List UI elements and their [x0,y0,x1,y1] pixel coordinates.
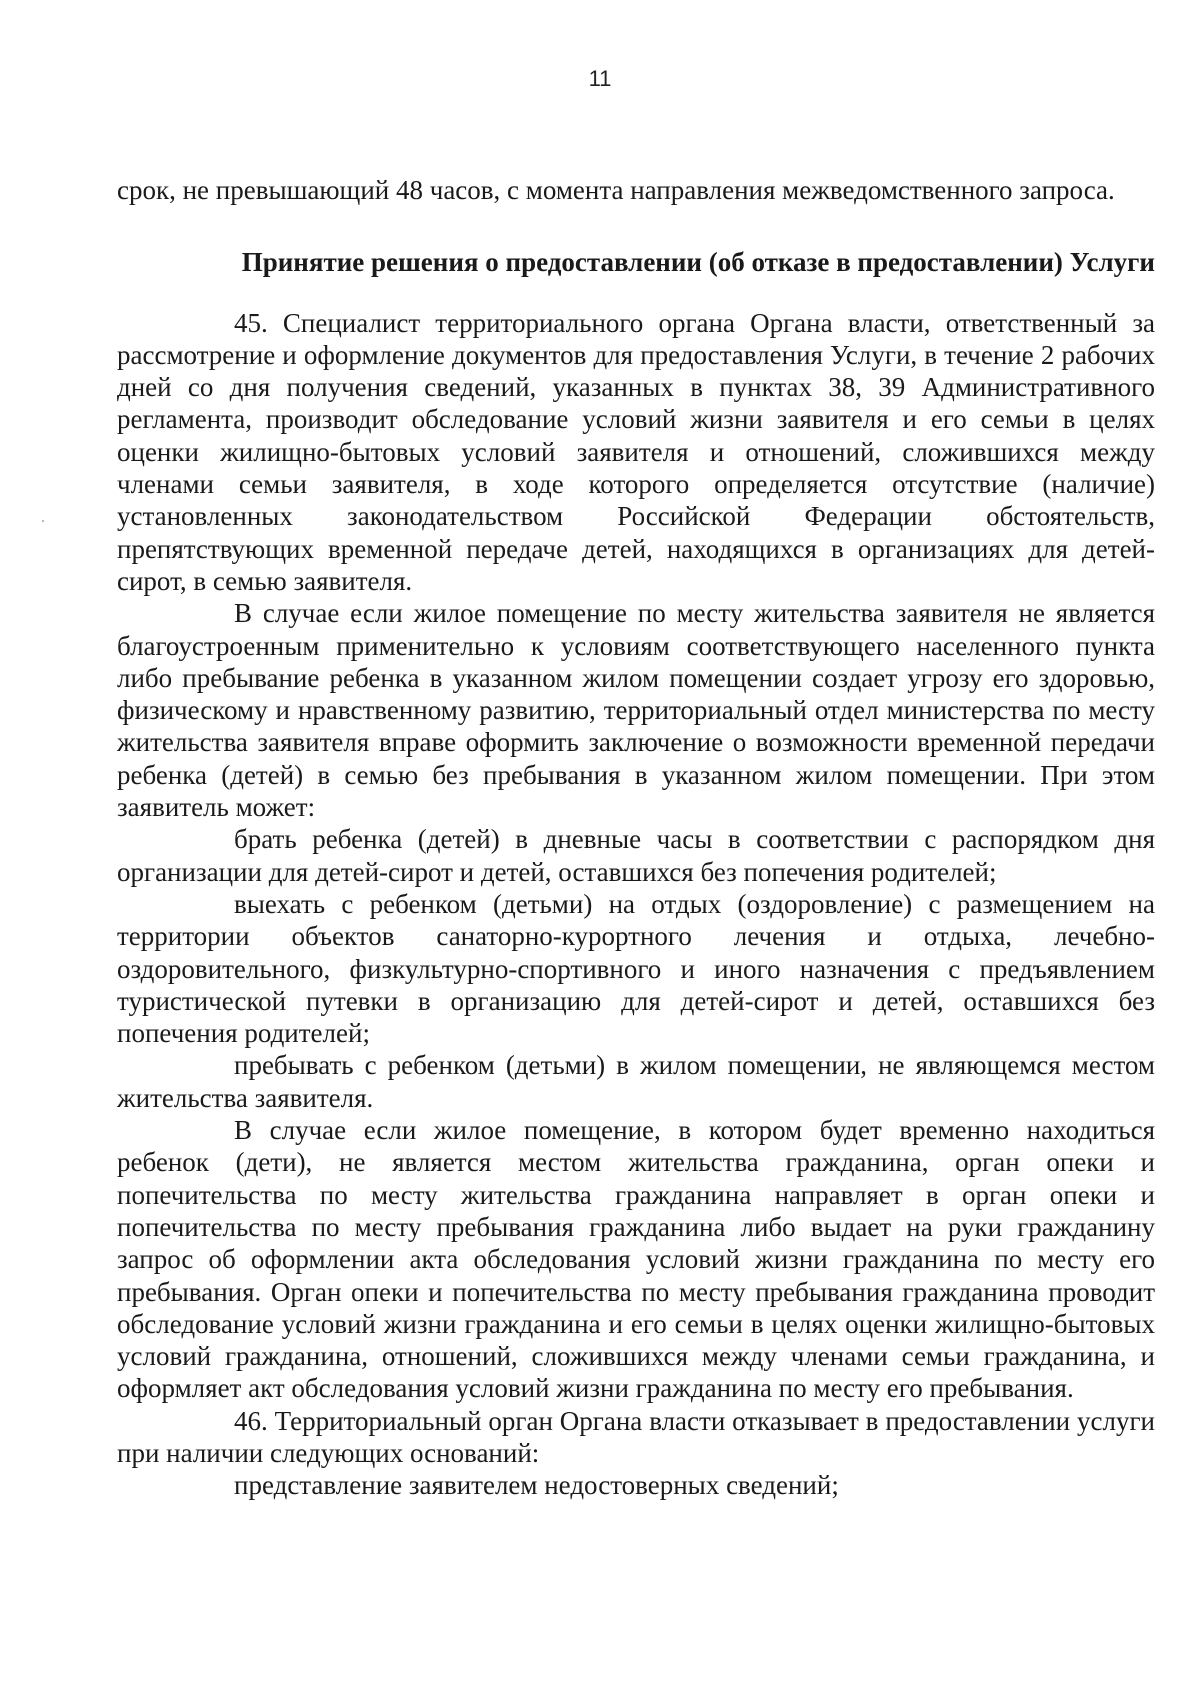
paragraph-refusal-ground: представление заявителем недостоверных сведений; [234,1470,839,1501]
paragraph-option-daytime: брать ребенка (детей) в дневные часы в соответствии с распорядком дня организации для детей-сирот и детей, оставшихся без попечения родителей; [117,824,1155,887]
scan-artifact-mark [42,520,44,522]
section-heading: Принятие решения о предоставлении (об отказе в предоставлении) Услуги [241,247,1155,278]
page-number: 11 [588,66,612,91]
paragraph-option-travel: выехать с ребенком (детьми) на отдых (оздоровление) с размещением на территории объектов санаторно-курортного лечения и отдыха, лечебно-оздоровительного, физкультурно-спортивного и иного назначения с предъявлением туристической путевки в организацию для детей-сирот и детей, оставшихся без попечения родителей; [117,888,1155,1049]
paragraph-temporary-residence: В случае если жилое помещение, в котором будет временно находиться ребенок (дети), не является местом жительства гражданина, орган опеки и попечительства по месту жительства гражданина направляет в орган опеки и попечительства по месту пребывания гражданина либо выдает на руки гражданину запрос об оформлении акта обследования условий жизни гражданина по месту его пребывания. Орган опеки и попечительства по месту пребывания гражданина проводит обследование условий жизни гражданина и его семьи в целях оценки жилищно-бытовых условий гражданина, отношений, сложившихся между членами семьи гражданина, и оформляет акт обследования условий жизни гражданина по месту его пребывания. [117,1115,1155,1404]
paragraph-45: 45. Специалист территориального органа Органа власти, ответственный за рассмотрение и оформление документов для предоставления Услуги, в течение 2 рабочих дней со дня получения сведений, указанных в пунктах 38, 39 Административного регламента, производит обследование условий жизни заявителя и его семьи в целях оценки жилищно-бытовых условий заявителя и отношений, сложившихся между членами семьи заявителя, в ходе которого определяется отсутствие (наличие) установленных законодательством Российской Федерации обстоятельств, препятствующих временной передаче детей, находящихся в организациях для детей-сирот, в семью заявителя. [117,307,1155,596]
document-body [117,174,1155,1502]
paragraph-46: 46. Территориальный орган Органа власти отказывает в предоставлении услуги при наличии следующих оснований: [117,1405,1155,1468]
paragraph-option-stay: пребывать с ребенком (детьми) в жилом помещении, не являющемся местом жительства заявителя. [117,1050,1155,1113]
intro-paragraph: срок, не превышающий 48 часов, с момента направления межведомственного запроса. [117,175,1115,205]
paragraph-housing-case: В случае если жилое помещение по месту жительства заявителя не является благоустроенным применительно к условиям соответствующего населенного пункта либо пребывание ребенка в указанном жилом помещении создает угрозу его здоровью, физическому и нравственному развитию, территориальный отдел министерства по месту жительства заявителя вправе оформить заключение о возможности временной передачи ребенка (детей) в семью без пребывания в указанном жилом помещении. При этом заявитель может: [117,598,1155,823]
